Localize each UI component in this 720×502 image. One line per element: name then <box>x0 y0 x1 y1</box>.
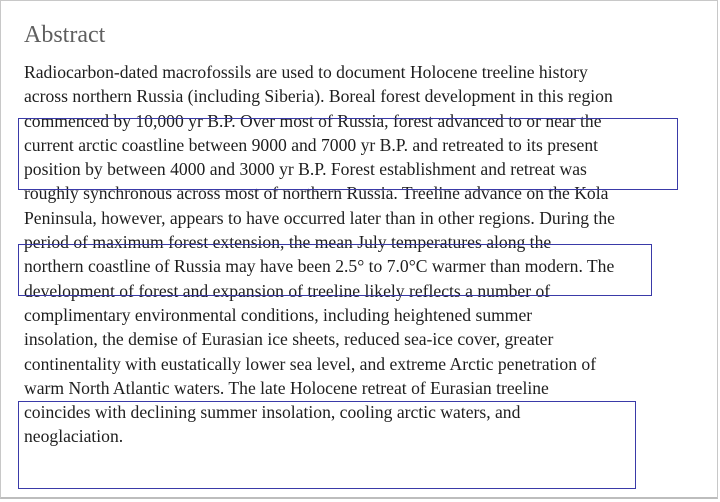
abstract-line: commenced by 10,000 yr B.P. Over most of Russia, forest advanced to or near the <box>24 110 602 131</box>
abstract-line: across northern Russia (including Siberia). Boreal forest development in this region <box>24 86 613 107</box>
abstract-line: insolation, the demise of Eurasian ice sheets, reduced sea-ice cover, greater <box>24 329 554 350</box>
abstract-line: Radiocarbon-dated macrofossils are used to document Holocene treeline history <box>24 62 588 82</box>
abstract-line: current arctic coastline between 9000 and 7000 yr B.P. and retreated to its present <box>24 134 599 155</box>
abstract-line: neoglaciation. <box>24 426 124 447</box>
abstract-paragraph <box>24 60 704 449</box>
abstract-line: period of maximum forest extension, the mean July temperatures along the <box>24 232 552 253</box>
abstract-line: Peninsula, however, appears to have occurred later than in other regions. During the <box>24 207 615 228</box>
abstract-line: roughly synchronous across most of northern Russia. Treeline advance on the Kola <box>24 183 609 204</box>
abstract-line: development of forest and expansion of treeline likely reflects a number of <box>24 280 551 301</box>
abstract-heading: Abstract <box>24 22 106 48</box>
abstract-line: position by between 4000 and 3000 yr B.P. Forest establishment and retreat was <box>24 159 587 180</box>
abstract-line: complimentary environmental conditions, including heightened summer <box>24 304 533 325</box>
abstract-line: continentality with eustatically lower sea level, and extreme Arctic penetration of <box>24 353 597 374</box>
abstract-line: coincides with declining summer insolation, cooling arctic waters, and <box>24 402 521 423</box>
abstract-line: northern coastline of Russia may have been 2.5° to 7.0°C warmer than modern. The <box>24 256 615 277</box>
abstract-line: warm North Atlantic waters. The late Holocene retreat of Eurasian treeline <box>24 377 549 398</box>
